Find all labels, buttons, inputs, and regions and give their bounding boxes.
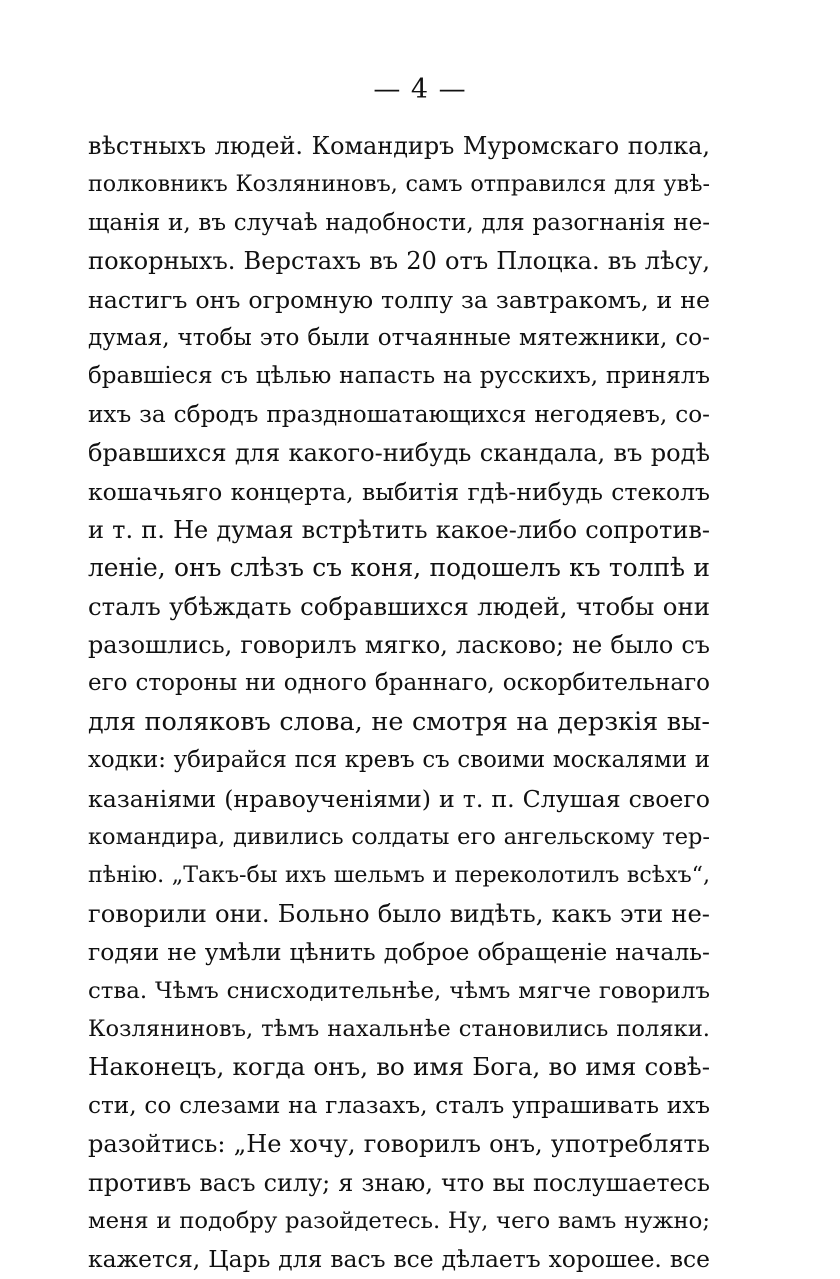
text-line: леніе, онъ слѣзъ съ коня, подошелъ къ толпѣ и xyxy=(88,553,710,583)
text-line: думая, чтобы это были отчаянные мятежники, со- xyxy=(88,324,710,351)
text-line: его стороны ни одного браннаго, оскорбительнаго xyxy=(88,670,710,697)
text-line: покорныхъ. Верстахъ въ 20 отъ Плоцка. въ лѣсу, xyxy=(88,247,710,276)
text-line: ства. Чѣмъ снисходительнѣе, чѣмъ мягче говорилъ xyxy=(88,977,710,1004)
text-line: полковникъ Козляниновъ, самъ отправился для увѣ- xyxy=(88,171,710,198)
text-line: разойтись: „Не хочу, говорилъ онъ, употреблять xyxy=(88,1130,710,1159)
text-line: вѣстныхъ людей. Командиръ Муромскаго полка, xyxy=(88,132,710,160)
text-line: для поляковъ слова, не смотря на дерзкія вы- xyxy=(88,706,710,737)
text-line: кошачьяго концерта, выбитія гдѣ-нибудь стеколъ xyxy=(88,477,710,506)
text-line: Наконецъ, когда онъ, во имя Бога, во имя совѣ- xyxy=(88,1052,710,1082)
text-line: бравшіеся съ цѣлью напасть на русскихъ, принялъ xyxy=(88,363,710,390)
text-line: разошлись, говорилъ мягко, ласково; не было съ xyxy=(88,631,710,660)
text-line: ходки: убирайся пся кревъ съ своими москалями и xyxy=(88,747,710,774)
text-line: Козляниновъ, тѣмъ нахальнѣе становились поляки. xyxy=(88,1015,710,1042)
body-text xyxy=(88,127,710,1279)
text-line: сталъ убѣждать собравшихся людей, чтобы они xyxy=(88,591,710,621)
text-line: противъ васъ силу; я знаю, что вы послушаетесь xyxy=(88,1168,710,1197)
page-number: — 4 — xyxy=(373,74,467,105)
text-line: настигъ онъ огромную толпу за завтракомъ, и не xyxy=(88,285,710,314)
text-line: ихъ за сбродъ празднoшатающихся негодяевъ, со- xyxy=(88,401,710,428)
text-line: годяи не умѣли цѣнить доброе обращеніе началь- xyxy=(88,938,710,967)
text-line: щанія и, въ случаѣ надобности, для разогнанія не- xyxy=(88,209,710,236)
text-line: казаніями (нравоученіями) и т. п. Слушая своего xyxy=(88,784,710,813)
text-line: и т. п. Не думая встрѣтить какое-либо сопротив- xyxy=(88,515,710,544)
text-line: кажется, Царь для васъ все дѣлаетъ хорошее. все xyxy=(88,1245,710,1274)
text-line: пѣнію. „Такъ-бы ихъ шельмъ и переколотилъ всѣхъ“, xyxy=(88,862,710,889)
text-line: меня и подобру разойдетесь. Ну, чего вамъ нужно; xyxy=(88,1207,710,1234)
text-line: говорили они. Больно было видѣть, какъ эти не- xyxy=(88,898,710,928)
text-line: бравшихся для какого-нибудь скандала, въ родѣ xyxy=(88,439,710,468)
text-line: командира, дивились солдаты его ангельскому тер- xyxy=(88,824,710,851)
text-line: сти, со слезами на глазахъ, сталъ упрашивать ихъ xyxy=(88,1092,710,1119)
